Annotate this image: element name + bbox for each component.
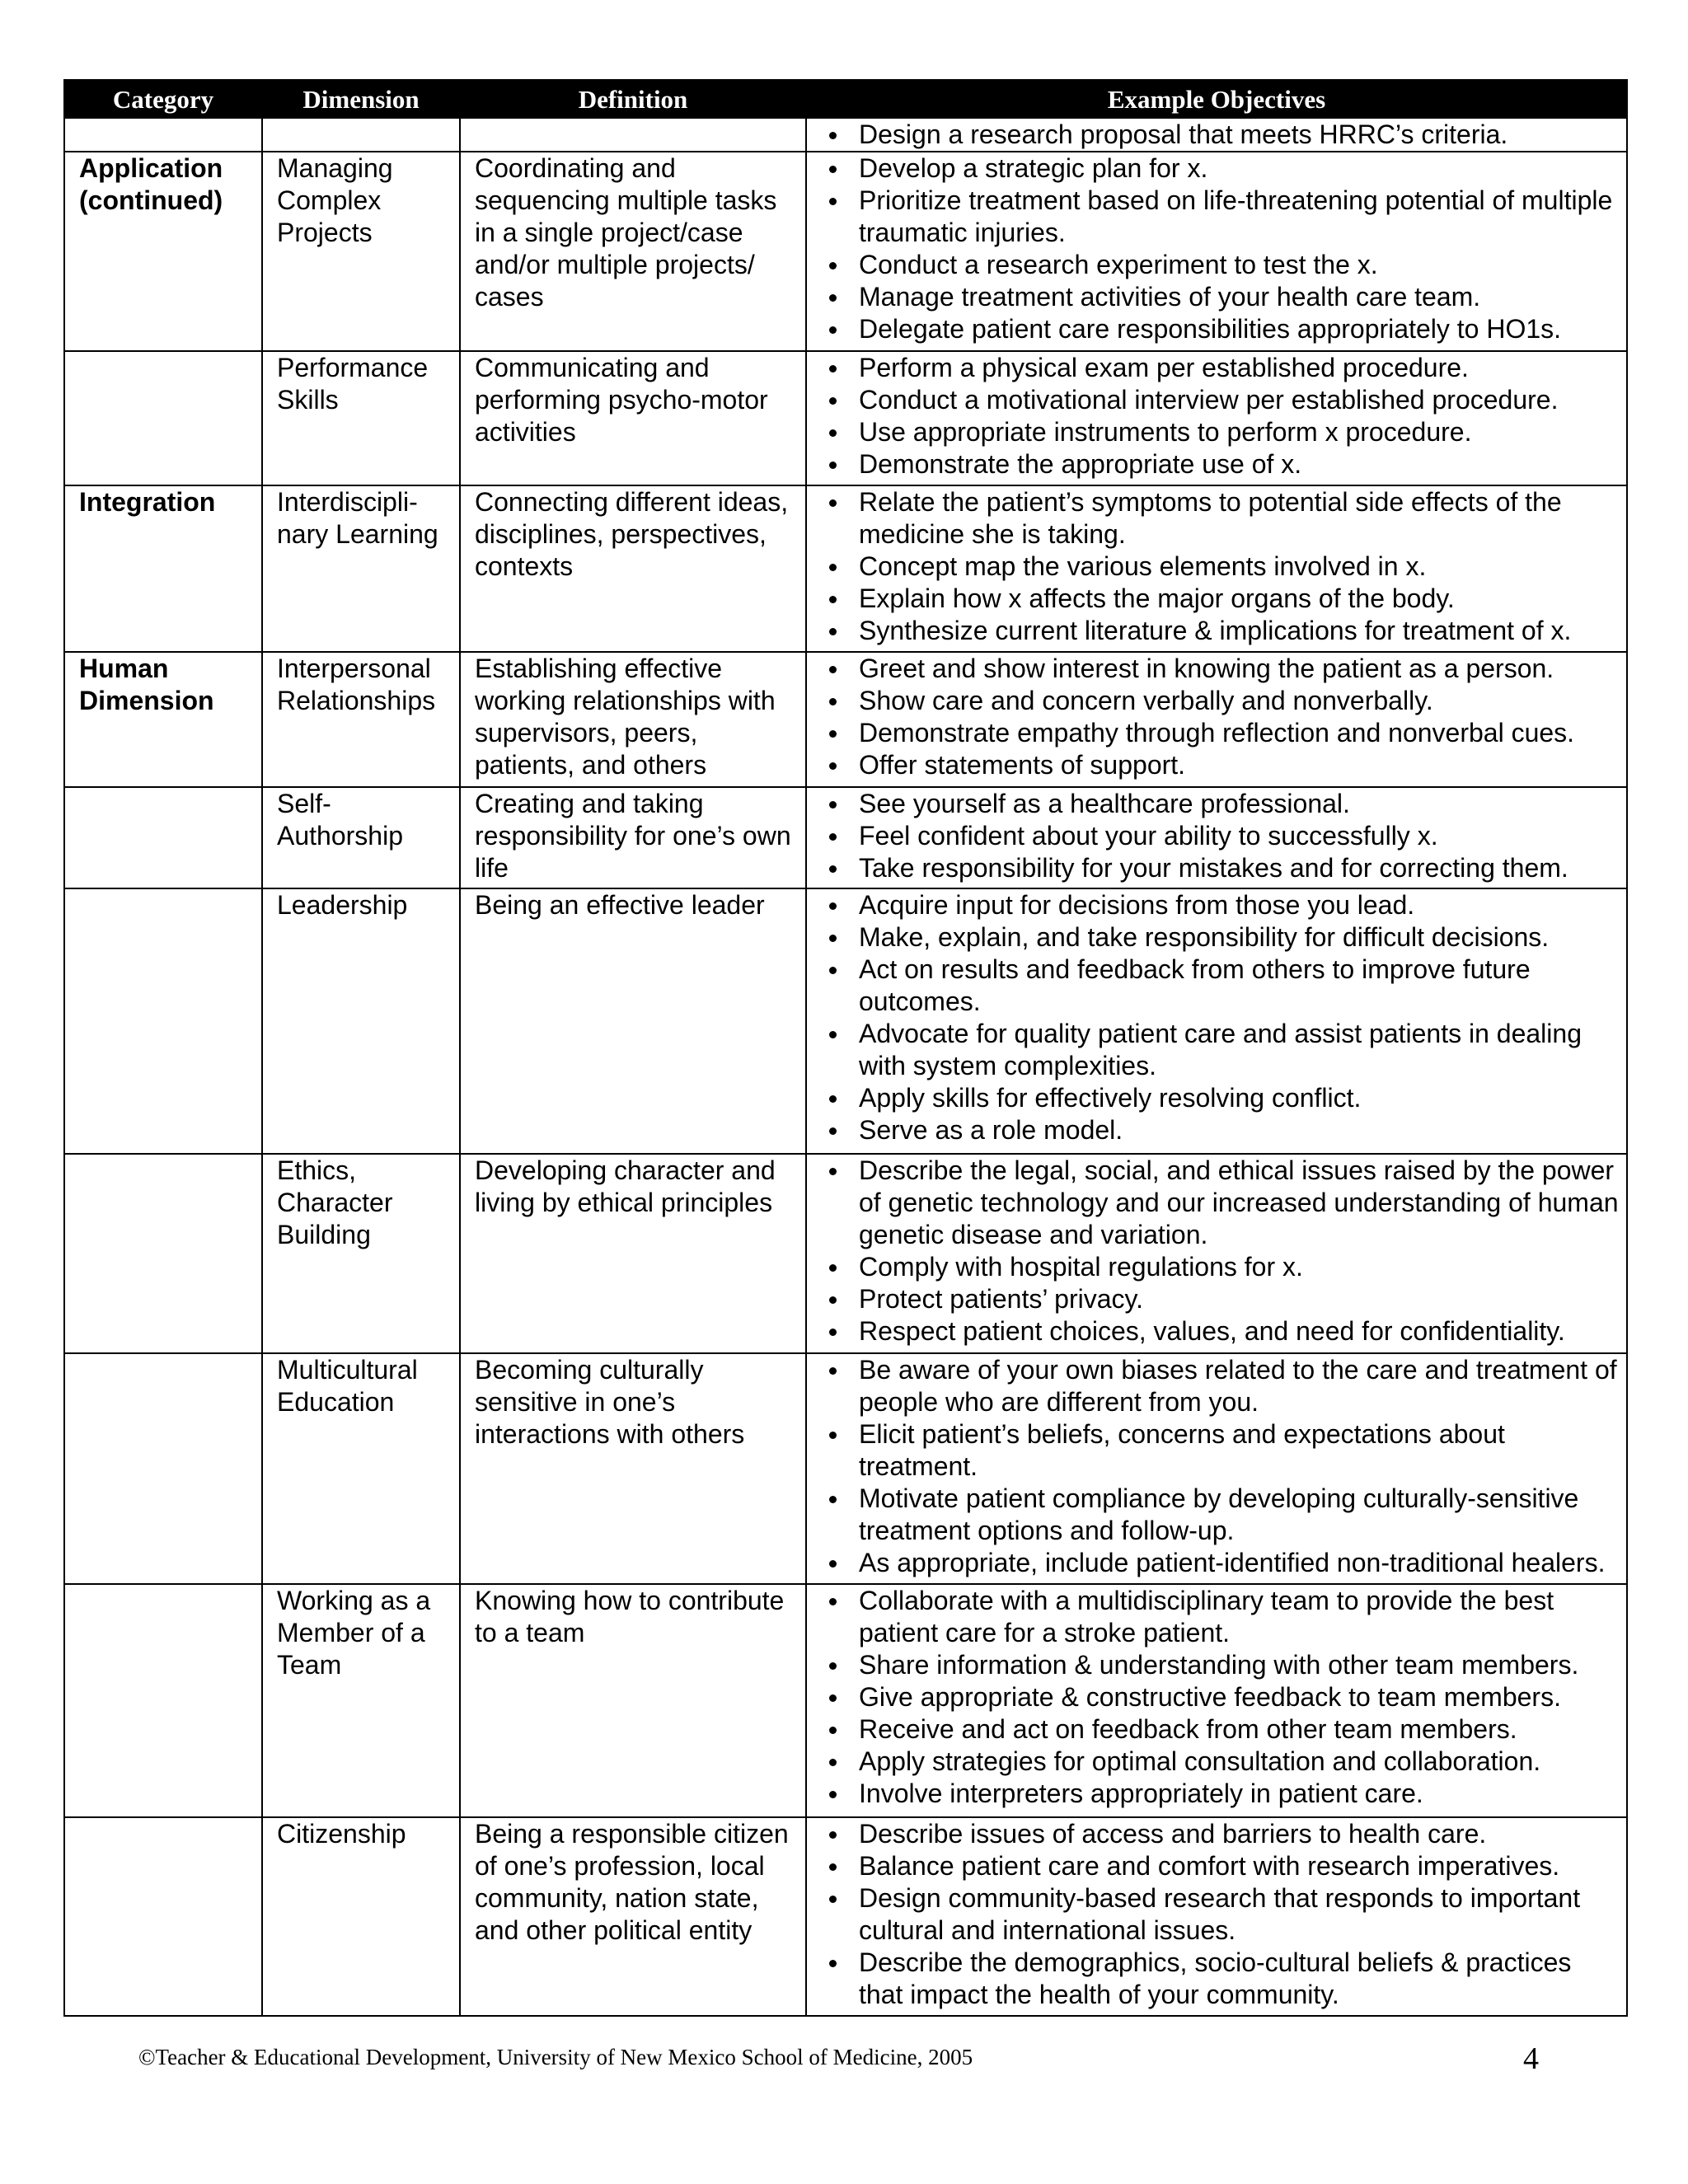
objective-item: Design a research proposal that meets HRRC’s criteria. [821,119,1620,151]
objectives-list [821,889,1620,1146]
objectives-cell [806,118,1627,152]
objective-item: Perform a physical exam per established procedure. [821,352,1620,384]
objectives-cell [806,485,1627,652]
definition-cell: Becoming culturally sensitive in one’s interactions with others [460,1353,806,1584]
category-cell: Integration [64,485,262,652]
definition-cell: Establishing effective working relationships with supervisors, peers, patients, and others [460,652,806,787]
objective-item: As appropriate, include patient-identified non-traditional healers. [821,1547,1620,1579]
objectives-list [821,1585,1620,1810]
category-cell: Application (continued) [64,152,262,351]
table-row [64,1584,1627,1817]
objectives-list [821,1155,1620,1347]
objective-item: Take responsibility for your mistakes and for correcting them. [821,852,1620,884]
objective-item: See yourself as a healthcare professional. [821,788,1620,820]
objectives-cell [806,787,1627,888]
objective-item: Involve interpreters appropriately in patient care. [821,1778,1620,1810]
table-row [64,1154,1627,1353]
objective-item: Apply skills for effectively resolving conflict. [821,1082,1620,1114]
page-number: 4 [1523,2041,1539,2076]
objective-item: Comply with hospital regulations for x. [821,1251,1620,1283]
objectives-cell [806,1353,1627,1584]
objective-item: Conduct a research experiment to test the x. [821,249,1620,281]
definition-cell: Being an effective leader [460,888,806,1154]
definition-cell: Creating and taking responsibility for one’s own life [460,787,806,888]
header-example-objectives: Example Objectives [806,80,1627,118]
dimension-cell: Citizenship [262,1817,460,2016]
objective-item: Describe issues of access and barriers to health care. [821,1818,1620,1850]
objectives-cell [806,152,1627,351]
objective-item: Relate the patient’s symptoms to potential side effects of the medicine she is taking. [821,486,1620,551]
dimension-cell: Leadership [262,888,460,1154]
table-row [64,118,1627,152]
category-cell [64,351,262,485]
table-row [64,787,1627,888]
header-row [64,80,1627,118]
dimension-cell: Working as a Member of a Team [262,1584,460,1817]
objectives-list [821,119,1620,151]
objective-item: Collaborate with a multidisciplinary team to provide the best patient care for a stroke patient. [821,1585,1620,1649]
objective-item: Share information & understanding with other team members. [821,1649,1620,1681]
objective-item: Describe the legal, social, and ethical issues raised by the power of genetic technology and our increased understanding of human genetic disease and variation. [821,1155,1620,1251]
objective-item: Be aware of your own biases related to the care and treatment of people who are different from you. [821,1354,1620,1418]
definition-cell: Communicating and performing psycho-motor activities [460,351,806,485]
definition-cell: Being a responsible citizen of one’s profession, local community, nation state, and other political entity [460,1817,806,2016]
objective-item: Feel confident about your ability to successfully x. [821,820,1620,852]
objectives-cell [806,1584,1627,1817]
dimension-cell [262,118,460,152]
objectives-list [821,486,1620,647]
objective-item: Demonstrate empathy through reflection and nonverbal cues. [821,717,1620,749]
dimension-cell: Managing Complex Projects [262,152,460,351]
definition-cell: Coordinating and sequencing multiple tasks in a single project/case and/or multiple projects/ cases [460,152,806,351]
objectives-list [821,152,1620,345]
objective-item: Make, explain, and take responsibility for difficult decisions. [821,921,1620,954]
objectives-cell [806,652,1627,787]
dimension-cell: Multicultural Education [262,1353,460,1584]
objective-item: Demonstrate the appropriate use of x. [821,448,1620,480]
objectives-list [821,1354,1620,1579]
objective-item: Develop a strategic plan for x. [821,152,1620,185]
objective-item: Describe the demographics, socio-cultural beliefs & practices that impact the health of your community. [821,1947,1620,2011]
definition-cell [460,118,806,152]
footer-copyright: ©Teacher & Educational Development, University of New Mexico School of Medicine, 2005 [138,2045,973,2069]
objectives-list [821,352,1620,480]
table-row [64,652,1627,787]
category-cell [64,1584,262,1817]
table-row [64,1353,1627,1584]
category-cell: Human Dimension [64,652,262,787]
objective-item: Act on results and feedback from others to improve future outcomes. [821,954,1620,1018]
category-cell [64,1353,262,1584]
objective-item: Delegate patient care responsibilities appropriately to HO1s. [821,313,1620,345]
dimension-cell: Interdiscipli-nary Learning [262,485,460,652]
dimension-cell: Interpersonal Relationships [262,652,460,787]
objective-item: Motivate patient compliance by developing culturally-sensitive treatment options and follow-up. [821,1483,1620,1547]
objective-item: Synthesize current literature & implications for treatment of x. [821,615,1620,647]
objectives-cell [806,1817,1627,2016]
category-cell [64,118,262,152]
objectives-cell [806,351,1627,485]
header-dimension: Dimension [262,80,460,118]
objective-item: Use appropriate instruments to perform x procedure. [821,416,1620,448]
category-cell [64,888,262,1154]
objective-item: Give appropriate & constructive feedback to team members. [821,1681,1620,1713]
dimension-cell: Performance Skills [262,351,460,485]
objective-item: Manage treatment activities of your health care team. [821,281,1620,313]
objective-item: Conduct a motivational interview per established procedure. [821,384,1620,416]
table-row [64,152,1627,351]
category-cell [64,1154,262,1353]
definition-cell: Knowing how to contribute to a team [460,1584,806,1817]
objective-item: Concept map the various elements involved in x. [821,551,1620,583]
objective-item: Greet and show interest in knowing the patient as a person. [821,653,1620,685]
objective-item: Respect patient choices, values, and need for confidentiality. [821,1315,1620,1347]
definition-cell: Connecting different ideas, disciplines, perspectives, contexts [460,485,806,652]
objectives-table [63,79,1628,2017]
objective-item: Design community-based research that responds to important cultural and international issues. [821,1882,1620,1947]
definition-cell: Developing character and living by ethical principles [460,1154,806,1353]
category-cell [64,787,262,888]
table-row [64,888,1627,1154]
objective-item: Elicit patient’s beliefs, concerns and expectations about treatment. [821,1418,1620,1483]
objective-item: Show care and concern verbally and nonverbally. [821,685,1620,717]
objective-item: Explain how x affects the major organs of the body. [821,583,1620,615]
objective-item: Offer statements of support. [821,749,1620,781]
table-row [64,1817,1627,2016]
table-row [64,351,1627,485]
objectives-list [821,788,1620,884]
objective-item: Receive and act on feedback from other team members. [821,1713,1620,1746]
objectives-list [821,653,1620,781]
objective-item: Serve as a role model. [821,1114,1620,1146]
objectives-cell [806,888,1627,1154]
objectives-list [821,1818,1620,2011]
objective-item: Apply strategies for optimal consultation and collaboration. [821,1746,1620,1778]
objective-item: Balance patient care and comfort with research imperatives. [821,1850,1620,1882]
category-cell [64,1817,262,2016]
objective-item: Acquire input for decisions from those you lead. [821,889,1620,921]
objectives-cell [806,1154,1627,1353]
header-category: Category [64,80,262,118]
objective-item: Prioritize treatment based on life-threatening potential of multiple traumatic injuries. [821,185,1620,249]
objective-item: Protect patients’ privacy. [821,1283,1620,1315]
objective-item: Advocate for quality patient care and assist patients in dealing with system complexities. [821,1018,1620,1082]
dimension-cell: Ethics, Character Building [262,1154,460,1353]
header-definition: Definition [460,80,806,118]
dimension-cell: Self-Authorship [262,787,460,888]
table-row [64,485,1627,652]
